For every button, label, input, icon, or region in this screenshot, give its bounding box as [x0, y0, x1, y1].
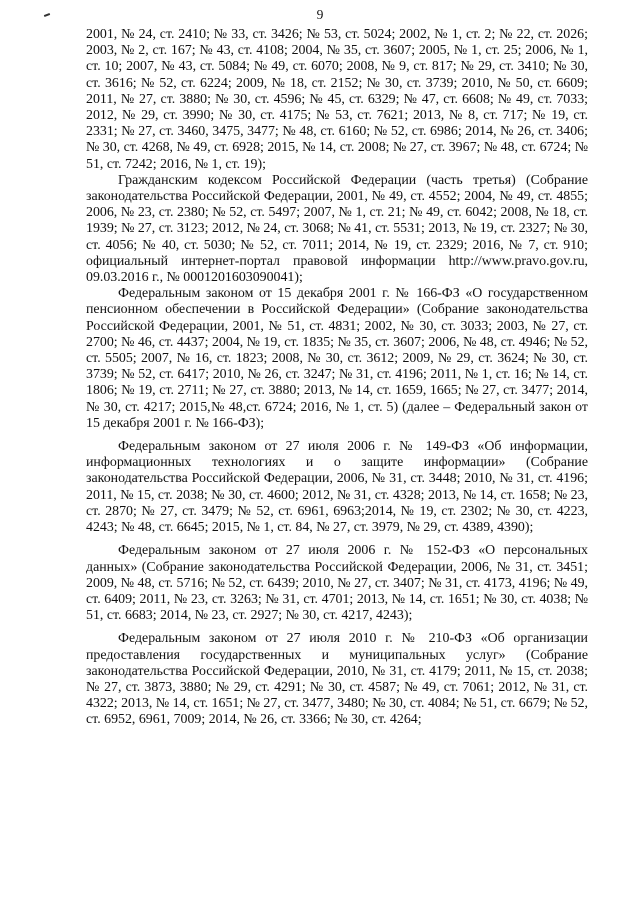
paragraph-law-152: Федеральным законом от 27 июля 2006 г. № 152-ФЗ «О персональных данных» (Собрание законодательства Российской Федерации, 2006, № 31, ст. 3451; 2009, № 48, ст. 5716; № 52, ст. 6439; 2010, № 27, ст. 3407; № 31, ст. 4173, 4196; № 49, ст. 6409; 2011, № 23, ст. 3263; № 31, ст. 4701; 2013, № 14, ст. 1651; № 30, ст. 4038; № 51, ст. 6683; 2014, № 23, ст. 2927; № 30, ст. 4217, 4243); [86, 543, 588, 624]
paragraph-law-166: Федеральным законом от 15 декабря 2001 г. № 166-ФЗ «О государственном пенсионном обеспечении в Российской Федерации» (Собрание законодательства Российской Федерации, 2001, № 51, ст. 4831; 2002, № 30, ст. 3033; 2003, № 27, ст. 2700; № 46, ст. 4437; 2004, № 19, ст. 1835; № 35, ст. 3607; 2006, № 48, ст. 4946; № 52, ст. 5505; 2007, № 16, ст. 1823; 2008, № 30, ст. 3612; 2009, № 29, ст. 3624; № 30, ст. 3739; № 52, ст. 6417; 2010, № 26, ст. 3247; № 31, ст. 4196; 2011, № 1, ст. 16; № 14, ст. 1806; № 19, ст. 2711; № 27, ст. 3880; 2013, № 14, ст. 1659, 1665; № 27, ст. 3477; 2014, № 30, ст. 4217; 2015,№ 48,ст. 6724; 2016, № 1, ст. 5) (далее – Федеральный закон от 15 декабря 2001 г. № 166-ФЗ); [86, 286, 588, 431]
paragraph-continuation: 2001, № 24, ст. 2410; № 33, ст. 3426; № 53, ст. 5024; 2002, № 1, ст. 2; № 22, ст. 2026; 2003, № 2, ст. 167; № 43, ст. 4108; 2004, № 35, ст. 3607; 2005, № 1, ст. 25; 2006, № 1, ст. 10; 2007, № 43, ст. 5084; № 49, ст. 6070; 2008, № 9, ст. 817; № 29, ст. 3410; № 30, ст. 3616; № 52, ст. 6224; 2009, № 18, ст. 2152; № 30, ст. 3739; 2010, № 50, ст. 6609; 2011, № 27, ст. 3880; № 30, ст. 4596; № 45, ст. 6329; № 47, ст. 6608; № 49, ст. 7033; 2012, № 29, ст. 3990; № 30, ст. 4175; № 53, ст. 7621; 2013, № 8, ст. 717; № 19, ст. 2331; № 27, ст. 3460, 3475, 3477; № 48, ст. 6160; № 52, ст. 6986; 2014, № 26, ст. 3406; № 30, ст. 4268, № 49, ст. 6928; 2015, № 14, ст. 2008; № 27, ст. 3967; № 48, ст. 6724; № 51, ст. 7242; 2016, № 1, ст. 19); [86, 27, 588, 172]
paragraph-law-149: Федеральным законом от 27 июля 2006 г. № 149-ФЗ «Об информации, информационных технологиях и о защите информации» (Собрание законодательства Российской Федерации, 2006, № 31, ст. 3448; 2010, № 31, ст. 4196; 2011, № 15, ст. 2038; № 30, ст. 4600; 2012, № 31, ст. 4328; 2013, № 14, ст. 1658; № 23, ст. 2870; № 27, ст. 3479; № 52, ст. 6961, 6963;2014, № 19, ст. 2302; № 30, ст. 4223, 4243; № 48, ст. 6645; 2015, № 1, ст. 84, № 27, ст. 3979, № 29, ст. 4389, 4390); [86, 439, 588, 536]
paragraph-law-210: Федеральным законом от 27 июля 2010 г. № 210-ФЗ «Об организации предоставления государственных и муниципальных услуг» (Собрание законодательства Российской Федерации, 2010, № 31, ст. 4179; 2011, № 15, ст. 2038; № 27, ст. 3873, 3880; № 29, ст. 4291; № 30, ст. 4587; № 49, ст. 7061; 2012, № 31, ст. 4322; 2013, № 14, ст. 1651; № 27, ст. 3477, 3480; № 30, ст. 4084; № 51, ст. 6679; № 52, ст. 6952, 6961, 7009; 2014, № 26, ст. 3366; № 30, ст. 4264; [86, 631, 588, 728]
document-body [86, 27, 588, 729]
page-number: 9 [316, 7, 324, 22]
paragraph-civil-code: Гражданским кодексом Российской Федерации (часть третья) (Собрание законодательства Российской Федерации, 2001, № 49, ст. 4552; 2004, № 49, ст. 4855; 2006, № 23, ст. 2380; № 52, ст. 5497; 2007, № 1, ст. 21; № 49, ст. 6042; 2008, № 18, ст. 1939; № 27, ст. 3123; 2012, № 24, ст. 3068; № 41, ст. 5531; 2013, № 19, ст. 2327; № 30, ст. 4056; № 40, ст. 5030; № 52, ст. 7011; 2014, № 19, ст. 2329; 2016, № 7, ст. 910; официальный интернет-портал правовой информации http://www.pravo.gov.ru, 09.03.2016 г., № 0001201603090041); [86, 172, 588, 286]
